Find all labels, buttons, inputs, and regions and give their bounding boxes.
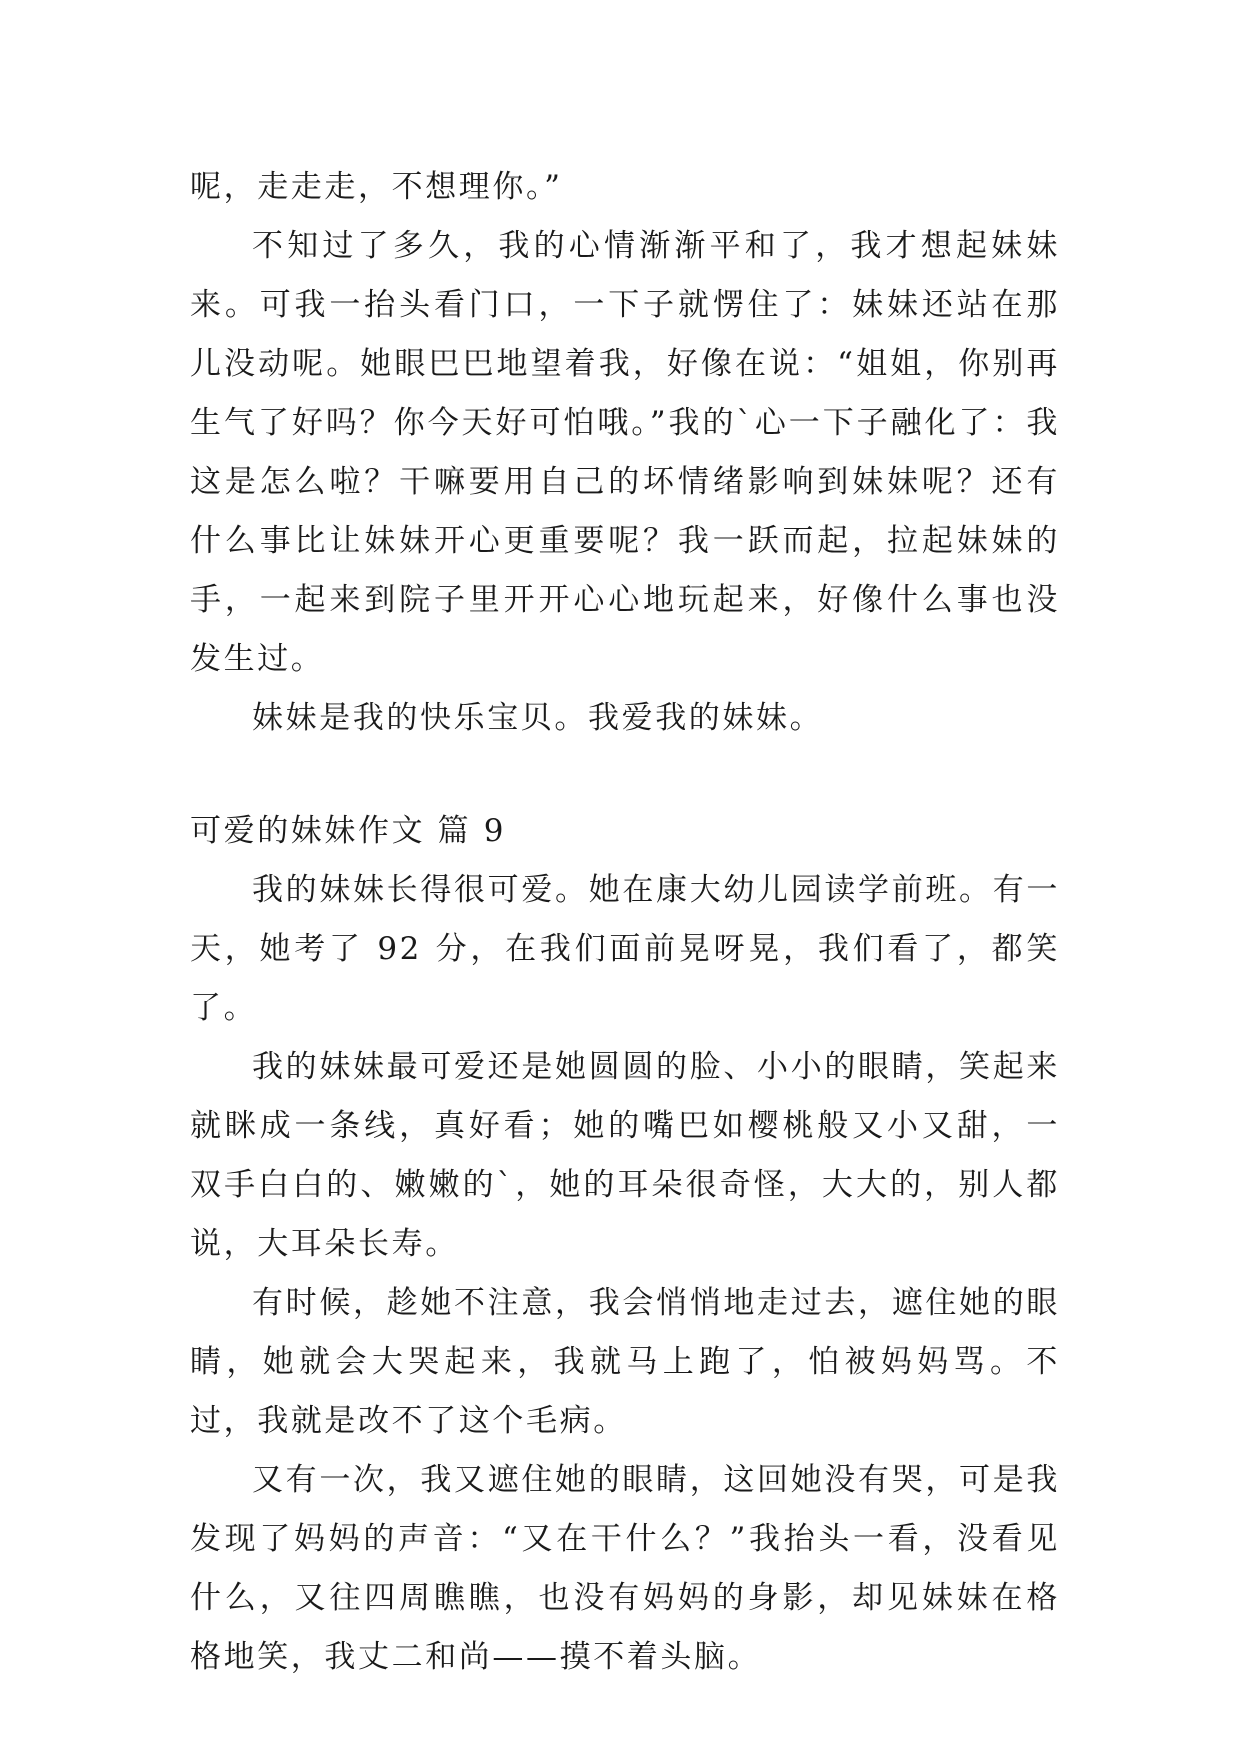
paragraph: 有时候，趁她不注意，我会悄悄地走过去，遮住她的眼睛，她就会大哭起来，我就马上跑了，怕被妈妈骂。不过，我就是改不了这个毛病。 [190, 1285, 1060, 1439]
paragraph: 妹妹是我的快乐宝贝。我爱我的妹妹。 [252, 700, 824, 736]
paragraph: 我的妹妹长得很可爱。她在康大幼儿园读学前班。有一天，她考了 92 分，在我们面前晃呀晃，我们看了，都笑了。 [190, 872, 1060, 1026]
paragraph: 又有一次，我又遮住她的眼睛，这回她没有哭，可是我发现了妈妈的声音：“又在干什么？”我抬头一看，没看见什么，又往四周瞧瞧，也没有妈妈的身影，却见妹妹在格格地笑，我丈二和尚——摸不着头脑。 [190, 1462, 1060, 1675]
section-heading: 可爱的妹妹作文 篇 9 [190, 813, 507, 849]
document-body [190, 158, 1060, 1687]
paragraph: 我的妹妹最可爱还是她圆圆的脸、小小的眼睛，笑起来就眯成一条线，真好看；她的嘴巴如樱桃般又小又甜，一双手白白的、嫩嫩的`，她的耳朵很奇怪，大大的，别人都说，大耳朵长寿。 [190, 1049, 1060, 1262]
paragraph: 不知过了多久，我的心情渐渐平和了，我才想起妹妹来。可我一抬头看门口，一下子就愣住了：妹妹还站在那儿没动呢。她眼巴巴地望着我，好像在说：“姐姐，你别再生气了好吗？你今天好可怕哦。”我的`心一下子融化了：我这是怎么啦？干嘛要用自己的坏情绪影响到妹妹呢？还有什么事比让妹妹开心更重要呢？我一跃而起，拉起妹妹的手，一起来到院子里开开心心地玩起来，好像什么事也没发生过。 [190, 228, 1060, 677]
paragraph-continuation: 呢，走走走，不想理你。” [190, 169, 563, 205]
